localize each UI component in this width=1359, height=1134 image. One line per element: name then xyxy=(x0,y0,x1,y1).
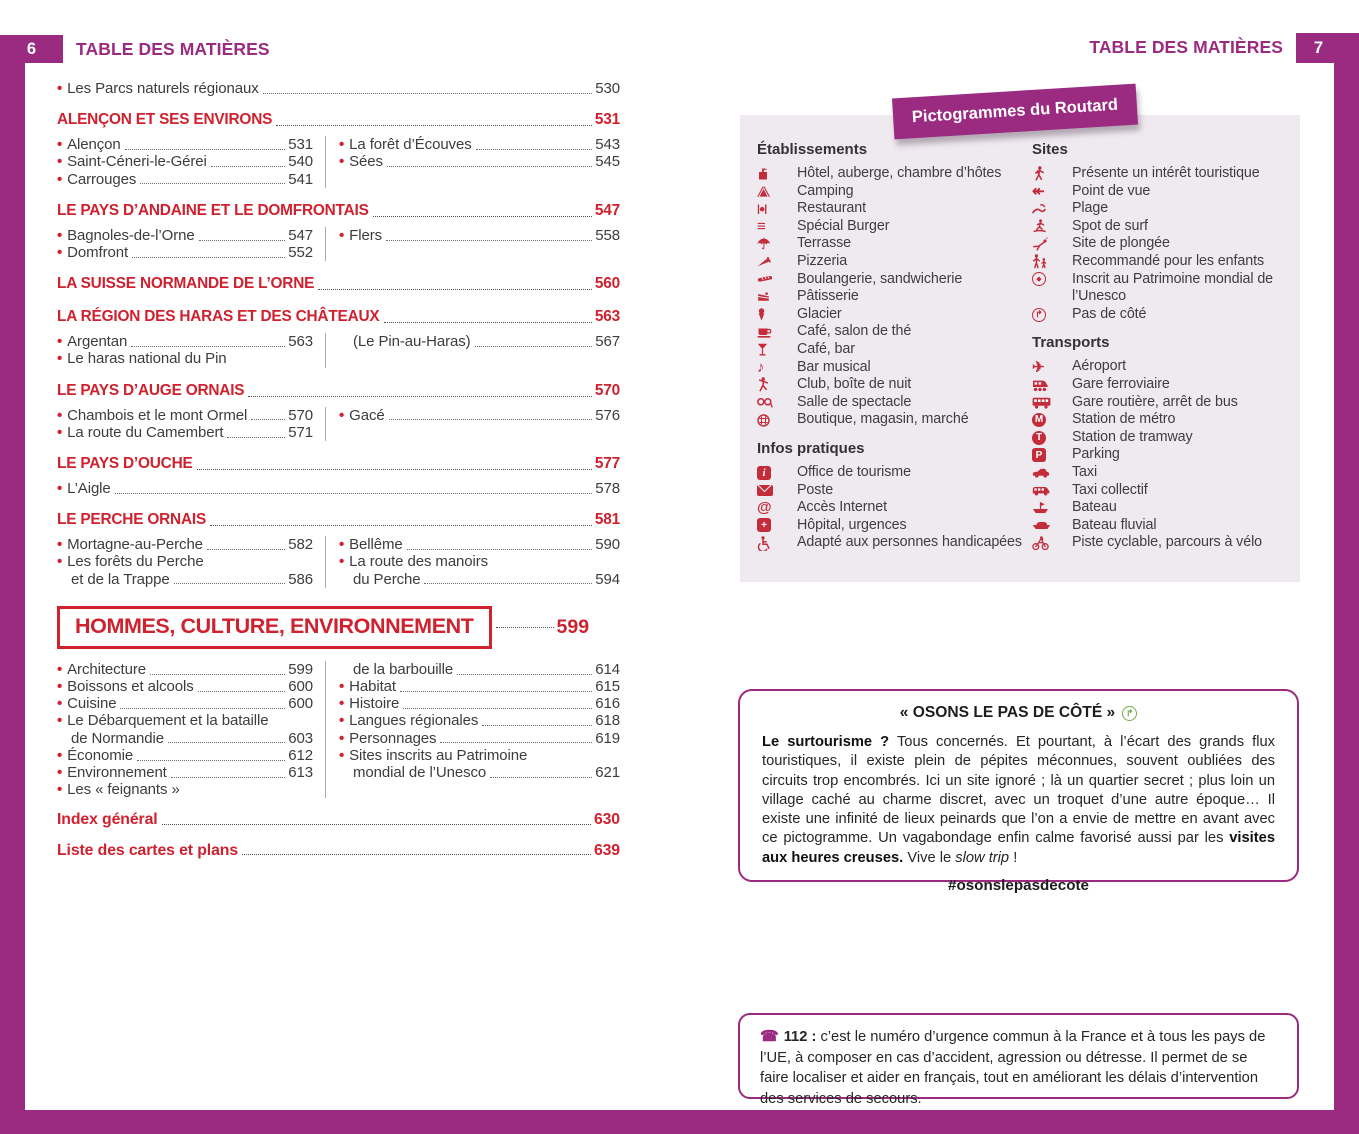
dot-leader xyxy=(242,854,591,855)
toc-page: 621 xyxy=(595,764,620,782)
toc-entry xyxy=(339,553,620,570)
bar-musical-icon: ♪ xyxy=(757,358,765,376)
toc-section-title: LA SUISSE NORMANDE DE L’ORNE xyxy=(57,275,315,293)
restaurant-icon: |●| xyxy=(757,202,767,215)
dot-leader xyxy=(387,166,592,167)
toc-page: 614 xyxy=(595,660,620,678)
toc-page: 570 xyxy=(288,406,313,424)
toc-page: 552 xyxy=(288,244,313,262)
tramway-icon: T xyxy=(1032,429,1072,447)
toc-two-columns xyxy=(57,661,620,799)
dot-leader xyxy=(132,257,285,258)
patisserie-icon xyxy=(757,288,797,306)
toc-entry xyxy=(57,712,313,729)
legend-section-title: Sites xyxy=(1032,141,1068,158)
club-icon xyxy=(757,376,797,394)
dot-leader xyxy=(227,437,285,438)
dot-leader xyxy=(403,708,592,709)
toc-label: • Domfront xyxy=(67,244,129,262)
toc-label: de la barbouille xyxy=(353,660,454,678)
index-general-row xyxy=(57,811,620,828)
dot-leader xyxy=(318,289,592,290)
toc-label: • Cuisine xyxy=(67,695,117,713)
legend-item: Boutique, magasin, marché xyxy=(757,411,1032,429)
toc-page: 582 xyxy=(288,536,313,554)
osons-text-bold: visites aux heures creuses. xyxy=(762,830,1275,866)
legend-item: Site de plongée xyxy=(1032,235,1285,253)
dot-leader xyxy=(248,396,592,397)
toc-page: 590 xyxy=(595,536,620,554)
toc-section-page: 560 xyxy=(594,275,620,293)
toc-label: • Boissons et alcools xyxy=(67,678,194,696)
toc-label: • Argentan xyxy=(67,333,128,351)
toc-page: 600 xyxy=(288,678,313,696)
dot-leader xyxy=(407,549,593,550)
dot-leader xyxy=(199,240,286,241)
legend-item: Adapté aux personnes handicapées xyxy=(757,534,1032,552)
legend-item: Café, salon de thé xyxy=(757,323,1032,341)
legend-item: Boulangerie, sandwicherie xyxy=(757,271,1032,289)
dot-leader xyxy=(115,493,593,494)
toc-section-heading xyxy=(57,201,620,221)
plage-icon xyxy=(1032,200,1072,218)
legend-item: Taxi collectif xyxy=(1032,482,1285,500)
toc-page: 594 xyxy=(595,570,620,588)
dot-leader xyxy=(263,93,593,94)
emergency-number: 112 : xyxy=(783,1029,817,1045)
dot-leader xyxy=(120,708,285,709)
hotel-icon xyxy=(757,165,797,183)
toc-two-columns xyxy=(57,227,620,261)
taxi-collectif-icon xyxy=(1032,482,1072,500)
acces-internet-icon: @ xyxy=(757,499,772,517)
toc-page: 612 xyxy=(288,746,313,764)
toc-entry xyxy=(57,80,620,97)
legend-section-title: Infos pratiques xyxy=(757,439,865,457)
toc-label: • Chambois et le mont Ormel xyxy=(67,406,248,424)
legend-item: M Station de métro xyxy=(1032,411,1285,429)
dot-leader xyxy=(475,346,593,347)
toc-section-heading xyxy=(57,381,620,401)
toc-page: 571 xyxy=(288,423,313,441)
boulangerie-icon xyxy=(757,271,797,289)
interet-touristique-icon xyxy=(1032,165,1072,183)
toc-entry xyxy=(339,661,620,678)
toc-entry xyxy=(57,424,313,441)
toc-page: 639 xyxy=(593,841,620,859)
toc-entry xyxy=(57,480,620,497)
legend-item: Club, boîte de nuit xyxy=(757,376,1032,394)
toc-two-columns xyxy=(57,136,620,188)
dot-leader xyxy=(137,760,285,761)
legend-item: Plage xyxy=(1032,200,1285,218)
toc-entry xyxy=(57,747,313,764)
toc-entry xyxy=(57,661,313,678)
toc-section-page: 577 xyxy=(594,455,620,473)
legend-item: ✈ Aéroport xyxy=(1032,358,1127,377)
page-number-right: 7 xyxy=(1296,33,1341,63)
toc-page: 545 xyxy=(595,153,620,171)
dot-leader xyxy=(207,549,285,550)
toc-section-heading xyxy=(57,454,620,474)
feature-page: 599 xyxy=(556,615,590,638)
toc-page: 619 xyxy=(595,729,620,747)
toc-entry xyxy=(57,227,313,244)
page-title-right: TABLE DES MATIÈRES xyxy=(1089,37,1283,57)
pizzeria-icon xyxy=(757,253,797,271)
toc-label: • Environnement xyxy=(67,764,167,782)
legend-item: ↞ Point de vue xyxy=(1032,182,1151,201)
toc-section-heading xyxy=(57,307,620,327)
toc-label: • Les « feignants » xyxy=(67,781,180,799)
legend-item: T Station de tramway xyxy=(1032,429,1285,447)
toc-entry xyxy=(339,227,620,244)
toc-entry xyxy=(339,678,620,695)
toc-section-heading xyxy=(57,510,620,530)
legend-item: i Office de tourisme xyxy=(757,464,1032,482)
toc-section-title: LE PERCHE ORNAIS xyxy=(57,511,207,529)
poste-icon xyxy=(757,482,797,500)
bateau-fluvial-icon xyxy=(1032,517,1072,535)
toc-label: • Les forêts du Perche xyxy=(67,553,204,571)
dot-leader xyxy=(384,322,592,323)
toc-entry xyxy=(57,764,313,781)
page-title-left: TABLE DES MATIÈRES xyxy=(76,39,270,59)
pas-de-cote-green-icon: ↱ xyxy=(1122,706,1137,721)
dot-leader xyxy=(174,583,286,584)
toc-label: • Habitat xyxy=(349,678,396,696)
toc-label: Index général xyxy=(57,811,158,829)
toc-label: • Gacé xyxy=(349,406,385,424)
toc-label: • Histoire xyxy=(349,695,400,713)
osons-text-bold: Le surtourisme ? xyxy=(762,734,890,750)
toc-two-columns xyxy=(57,333,620,367)
toc-section-page: 547 xyxy=(594,201,620,219)
bateau-icon xyxy=(1032,499,1072,517)
legend-item: ◆ Inscrit au Patrimoine mondial de l’Unesco xyxy=(1032,271,1285,306)
osons-box xyxy=(738,689,1299,895)
toc-entry xyxy=(57,333,313,350)
toc-label: • Langues régionales xyxy=(349,712,479,730)
legend-item: Bateau fluvial xyxy=(1032,517,1285,535)
toc-entry xyxy=(57,553,313,570)
legend-item: Pâtisserie xyxy=(757,288,1032,306)
dot-leader xyxy=(125,149,286,150)
legend-columns xyxy=(757,141,1285,552)
right-edge-band xyxy=(1334,33,1359,1134)
toc-entry xyxy=(339,407,620,424)
dot-leader xyxy=(496,627,554,628)
toc-section-page: 570 xyxy=(594,381,620,399)
point-de-vue-icon: ↞ xyxy=(1032,183,1045,201)
left-edge-band xyxy=(0,35,25,1134)
toc-entry xyxy=(57,695,313,712)
legend-item: ♪ Bar musical xyxy=(757,358,871,376)
dot-leader xyxy=(197,469,592,470)
toc-label: • Saint-Céneri-le-Gérei xyxy=(67,153,207,171)
toc-section-title: LA RÉGION DES HARAS ET DES CHÂTEAUX xyxy=(57,308,380,326)
legend-item: Gare ferroviaire xyxy=(1032,376,1285,394)
metro-icon: M xyxy=(1032,411,1072,429)
toc-page: 615 xyxy=(595,678,620,696)
osons-title-row xyxy=(762,704,1275,722)
toc-page: 576 xyxy=(595,406,620,424)
toc-label: • Mortagne-au-Perche xyxy=(67,536,203,554)
legend-item: Salle de spectacle xyxy=(757,394,1032,412)
toc-label: • Carrouges xyxy=(67,170,137,188)
legend-section-title: Établissements xyxy=(757,141,868,158)
toc-entry xyxy=(57,407,313,424)
cafe-salon-the-icon xyxy=(757,323,797,341)
toc-section-page: 581 xyxy=(594,511,620,529)
dot-leader xyxy=(276,125,592,126)
toc-label: • Personnages xyxy=(349,729,437,747)
legend-item: Spot de surf xyxy=(1032,218,1285,236)
enfants-icon xyxy=(1032,253,1072,271)
toc-entry xyxy=(57,350,313,367)
burger-icon: ≡ xyxy=(757,218,766,236)
dot-leader xyxy=(440,742,592,743)
gare-routiere-icon xyxy=(1032,394,1072,412)
camping-icon xyxy=(757,183,797,201)
legend-item: Pizzeria xyxy=(757,253,1032,271)
dot-leader xyxy=(210,525,592,526)
toc-page: 540 xyxy=(288,153,313,171)
dot-leader xyxy=(476,149,593,150)
legend-item: Café, bar xyxy=(757,341,1032,359)
toc-entry xyxy=(57,171,313,188)
toc-page: 558 xyxy=(595,226,620,244)
site-plongee-icon xyxy=(1032,235,1072,253)
toc-section-title: LE PAYS D’ANDAINE ET LE DOMFRONTAIS xyxy=(57,201,369,219)
legend-item: Gare routière, arrêt de bus xyxy=(1032,394,1285,412)
dot-leader xyxy=(211,166,285,167)
toc-section-page: 531 xyxy=(594,111,620,129)
legend-item: Glacier xyxy=(757,306,1032,324)
toc-label: • Bagnoles-de-l’Orne xyxy=(67,226,195,244)
toc-section-heading xyxy=(57,110,620,130)
feature-title-row xyxy=(57,606,620,649)
velo-icon xyxy=(1032,534,1072,552)
toc-page: 530 xyxy=(595,80,620,97)
office-tourisme-icon: i xyxy=(757,464,797,482)
toc-section-title: LE PAYS D’AUGE ORNAIS xyxy=(57,381,245,399)
legend-item: P Parking xyxy=(1032,446,1285,464)
toc-page: 567 xyxy=(595,333,620,351)
legend-item: Piste cyclable, parcours à vélo xyxy=(1032,534,1285,552)
glacier-icon xyxy=(757,306,797,324)
toc-label: de Normandie xyxy=(71,729,165,747)
toc-entry-continuation xyxy=(339,764,620,781)
toc-entry xyxy=(339,536,620,553)
toc-page: 616 xyxy=(595,695,620,713)
legend-item: Poste xyxy=(757,482,1032,500)
toc-entry xyxy=(57,536,313,553)
dot-leader xyxy=(131,346,285,347)
toc-entry xyxy=(339,695,620,712)
dot-leader xyxy=(457,674,592,675)
toc-page: 547 xyxy=(288,226,313,244)
toc-label: Liste des cartes et plans xyxy=(57,841,239,859)
toc-entry xyxy=(57,244,313,261)
toc-entry xyxy=(57,153,313,170)
toc-label: • L’Aigle xyxy=(67,480,111,498)
toc-label: • Architecture xyxy=(67,660,146,678)
toc-label: mondial de l’Unesco xyxy=(353,764,487,782)
osons-text-italic: slow trip xyxy=(955,849,1010,866)
toc-section-title: LE PAYS D’OUCHE xyxy=(57,455,193,473)
legend-item: + Hôpital, urgences xyxy=(757,517,1032,535)
toc-label: (Le Pin-au-Haras) xyxy=(353,333,471,351)
toc-two-columns xyxy=(57,536,620,588)
toc-entry-continuation xyxy=(339,571,620,588)
toc-entry xyxy=(339,747,620,764)
toc-page: 531 xyxy=(288,136,313,154)
toc-entry xyxy=(339,153,620,170)
toc-page: 586 xyxy=(288,570,313,588)
toc-label: • Les Parcs naturels régionaux xyxy=(67,80,259,97)
toc-page: 599 xyxy=(288,660,313,678)
legend-item: ≡ Spécial Burger xyxy=(757,217,890,236)
dot-leader xyxy=(150,674,285,675)
phone-icon: ☎ xyxy=(760,1028,779,1045)
toc-label: • Sées xyxy=(349,153,383,171)
toc-entry xyxy=(57,136,313,153)
parking-icon: P xyxy=(1032,446,1072,464)
toc-page: 630 xyxy=(593,811,620,829)
toc-label: • La forêt d’Écouves xyxy=(349,136,472,154)
dot-leader xyxy=(162,824,591,825)
toc-label: • Bellême xyxy=(349,536,403,554)
toc-page: 600 xyxy=(288,695,313,713)
toc-page: 563 xyxy=(288,333,313,351)
legend-item: Camping xyxy=(757,183,1032,201)
liste-cartes-row xyxy=(57,842,620,859)
toc-entry xyxy=(339,333,620,350)
toc-label: • La route du Camembert xyxy=(67,423,224,441)
dot-leader xyxy=(171,777,286,778)
osons-hashtag: #osonslepasdecote xyxy=(948,877,1089,895)
toc-section-title: ALENÇON ET SES ENVIRONS xyxy=(57,111,273,129)
legend-item: ☂ Terrasse xyxy=(757,235,852,254)
osons-text: Le surtourisme ? Tous concernés. Et pourtant, à l’écart des grands flux touristiques, il existe plein de pépites méconnues, souvent oubliées des circuits trop encombrés. Ici un site ignoré ; là un quartier secret ; plus loin un village caché au charme discret, avec un troquet d’une autre époque… Il existe une infinité de lieux peinards que l’on a envie de mettre en avant avec ce pictogramme. Un vagabondage enfin calme favorisé aussi par les visites aux heures creuses. Vive le slow trip ! xyxy=(762,734,1275,866)
legend-item: |●| Restaurant xyxy=(757,200,866,217)
dot-leader xyxy=(373,216,592,217)
toc-entry xyxy=(339,712,620,729)
cafe-bar-icon xyxy=(757,341,797,359)
toc-entry xyxy=(57,678,313,695)
toc-section-page: 563 xyxy=(594,308,620,326)
terrasse-icon: ☂ xyxy=(757,236,771,254)
pas-de-cote-icon: ↱ xyxy=(1032,306,1072,324)
dot-leader xyxy=(140,183,285,184)
dot-leader xyxy=(168,742,285,743)
toc-entry xyxy=(339,730,620,747)
legend-item: Recommandé pour les enfants xyxy=(1032,253,1285,271)
banner-title: Pictogrammes du Routard xyxy=(911,95,1119,127)
taxi-icon xyxy=(1032,464,1072,482)
toc-page: 578 xyxy=(595,480,620,498)
toc-label: • Sites inscrits au Patrimoine xyxy=(349,746,528,764)
toc-label: et de la Trappe xyxy=(71,570,170,588)
bottom-edge-band xyxy=(0,1110,1359,1134)
dot-leader xyxy=(386,240,592,241)
dot-leader xyxy=(424,583,592,584)
gare-ferroviaire-icon xyxy=(1032,376,1072,394)
dot-leader xyxy=(389,419,593,420)
spot-surf-icon xyxy=(1032,218,1072,236)
dot-leader xyxy=(490,777,592,778)
toc-label: • Le haras national du Pin xyxy=(67,350,227,368)
legend-section-title: Transports xyxy=(1032,334,1110,352)
legend-item: Hôtel, auberge, chambre d’hôtes xyxy=(757,165,1032,183)
handicap-icon xyxy=(757,534,797,552)
toc-label: • La route des manoirs xyxy=(349,553,489,571)
toc-entry-continuation xyxy=(57,571,313,588)
toc-label: • Économie xyxy=(67,746,134,764)
toc-label: • Le Débarquement et la bataille xyxy=(67,712,269,730)
dot-leader xyxy=(198,691,286,692)
page-number-left: 6 xyxy=(0,35,63,63)
toc-page: 541 xyxy=(288,170,313,188)
emergency-box xyxy=(738,1013,1299,1107)
toc-entry xyxy=(57,781,313,798)
toc-page: 603 xyxy=(288,729,313,747)
emergency-text: c’est le numéro d’urgence commun à la France et à tous les pays de l’UE, à composer en cas d’accident, agression ou détresse. Il permet de se faire localiser et aider en français, tout en améliorant les délais d’intervention des services de secours. xyxy=(760,1029,1266,1107)
dot-leader xyxy=(482,725,592,726)
toc-label: • Flers xyxy=(349,226,382,244)
legend-item: ↱ Pas de côté xyxy=(1032,306,1285,324)
feature-title: HOMMES, CULTURE, ENVIRONNEMENT xyxy=(75,613,474,638)
legend-item: Bateau xyxy=(1032,499,1285,517)
legend-item: @ Accès Internet xyxy=(757,499,887,517)
toc-page: 543 xyxy=(595,136,620,154)
legend-item: Taxi xyxy=(1032,464,1285,482)
toc-two-columns xyxy=(57,407,620,441)
table-of-contents xyxy=(57,80,620,859)
salle-spectacle-icon xyxy=(757,394,797,412)
hopital-icon: + xyxy=(757,517,797,535)
toc-section-heading xyxy=(57,274,620,294)
unesco-icon: ◆ xyxy=(1032,271,1072,289)
dot-leader xyxy=(400,691,592,692)
toc-label: du Perche xyxy=(353,570,421,588)
boutique-icon xyxy=(757,411,797,429)
feature-title-box xyxy=(57,606,492,649)
osons-title: « OSONS LE PAS DE CÔTÉ » xyxy=(899,704,1116,721)
toc-page: 618 xyxy=(595,712,620,730)
aeroport-icon: ✈ xyxy=(1032,359,1045,377)
dot-leader xyxy=(251,419,285,420)
toc-label: • Alençon xyxy=(67,136,121,154)
toc-page: 613 xyxy=(288,764,313,782)
toc-entry-continuation xyxy=(57,730,313,747)
legend-item: Présente un intérêt touristique xyxy=(1032,165,1285,183)
toc-entry xyxy=(339,136,620,153)
